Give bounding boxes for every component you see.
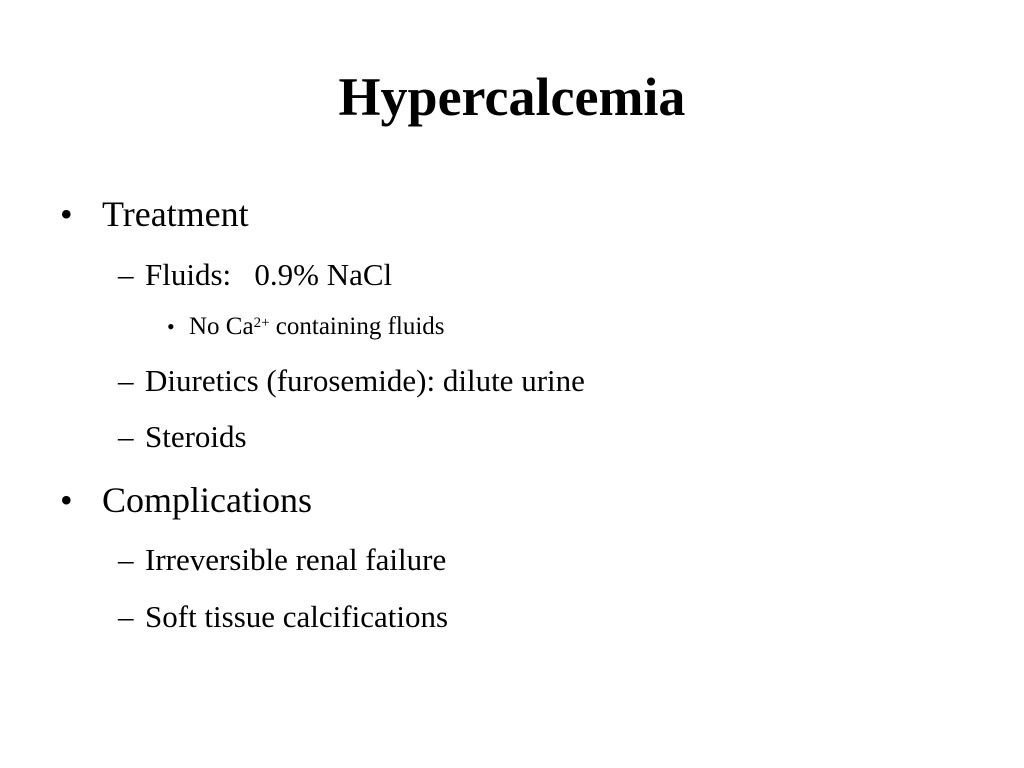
dash-marker: – bbox=[118, 542, 134, 577]
label-post: containing fluids bbox=[269, 313, 445, 340]
subitem-label: Steroids bbox=[145, 419, 247, 454]
slide-title: Hypercalcemia bbox=[338, 67, 686, 127]
label-pre: No Ca bbox=[189, 313, 254, 340]
bullet-label: Complications bbox=[102, 480, 312, 520]
dash-marker: – bbox=[118, 257, 134, 292]
bullet-marker: • bbox=[60, 194, 73, 234]
bullet-label: Treatment bbox=[102, 194, 249, 234]
dash-marker: – bbox=[118, 599, 134, 634]
subsubitem-label bbox=[189, 312, 445, 342]
dash-marker: – bbox=[118, 363, 134, 398]
subitem-label: Irreversible renal failure bbox=[145, 542, 447, 577]
subitem-label: Diuretics (furosemide): dilute urine bbox=[145, 363, 585, 398]
bullet-marker: • bbox=[167, 314, 175, 339]
dash-marker: – bbox=[118, 419, 134, 454]
label-superscript: 2+ bbox=[253, 314, 270, 331]
subitem-label: Fluids: 0.9% NaCl bbox=[145, 257, 393, 292]
bullet-marker: • bbox=[60, 480, 73, 520]
subitem-label: Soft tissue calcifications bbox=[145, 599, 449, 634]
